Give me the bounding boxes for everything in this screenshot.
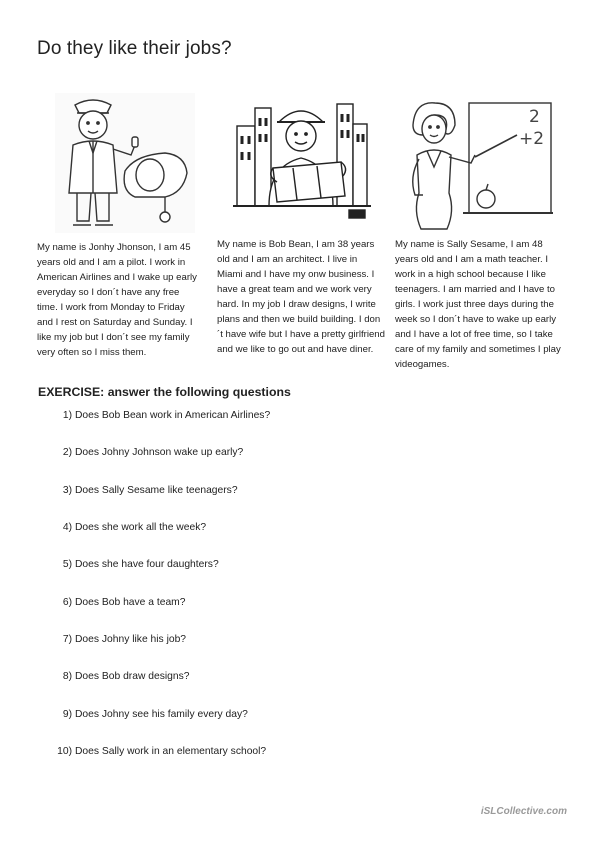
question-text: Does Johny Johnson wake up early? xyxy=(75,447,244,458)
question-text: Does Johny like his job? xyxy=(75,634,187,645)
pilot-illustration xyxy=(55,93,195,233)
bio-sally: My name is Sally Sesame, I am 48 years old and I am a math teacher. I work in a high school because I like teenagers. I am married and I have to girls. I work just three days during the week so I don´t have to wake up early and I have a lot of free time, so I take care of my family and sometimes I play videogames. xyxy=(395,239,561,370)
question-text: Does Bob have a team? xyxy=(75,597,186,608)
question-number: 6) xyxy=(62,597,72,608)
teacher-illustration xyxy=(405,95,553,231)
question-item xyxy=(50,634,186,645)
question-item xyxy=(50,671,189,682)
question-text: Does Sally Sesame like teenagers? xyxy=(75,485,238,496)
question-number: 7) xyxy=(62,634,72,645)
question-text: Does she work all the week? xyxy=(75,522,207,533)
question-number: 1) xyxy=(62,410,72,421)
question-number: 3) xyxy=(62,485,72,496)
question-number: 8) xyxy=(62,671,72,682)
question-number: 5) xyxy=(62,559,72,570)
question-number: 4) xyxy=(62,522,72,533)
board-math-top: 2 xyxy=(529,107,540,127)
question-text: Does Bob Bean work in American Airlines? xyxy=(75,410,271,421)
question-item xyxy=(50,485,238,496)
question-item xyxy=(50,447,243,458)
question-text: Does Sally work in an elementary school? xyxy=(75,746,267,757)
question-item xyxy=(50,709,248,720)
bio-johny: My name is Jonhy Jhonson, I am 45 years old and I am a pilot. I work in American Airlines and I wake up early everyday so I don´t have any free time. I work from Monday to Friday and I rest on Saturday and Sunday. I like my job but I don´t see my family very often so I miss them. xyxy=(37,242,197,358)
question-item xyxy=(50,597,185,608)
board-math-bottom: +2 xyxy=(519,129,545,149)
question-item xyxy=(50,410,270,421)
question-number: 10) xyxy=(57,746,72,757)
bio-bob: My name is Bob Bean, I am 38 years old and I am an architect. I live in Miami and I have my onw business. I have a great team and we work very hard. In my job I draw designs, I write plans and then we build building. I don´t have wife but I have a pretty girlfriend and we like to go out and have diner. xyxy=(217,239,385,355)
question-text: Does Bob draw designs? xyxy=(75,671,190,682)
question-item xyxy=(50,746,266,757)
page-title: Do they like their jobs? xyxy=(37,38,232,59)
architect-illustration xyxy=(233,96,371,230)
question-text: Does she have four daughters? xyxy=(75,559,219,570)
exercise-heading: EXERCISE: answer the following questions xyxy=(38,385,291,399)
question-number: 9) xyxy=(62,709,72,720)
question-number: 2) xyxy=(62,447,72,458)
question-text: Does Johny see his family every day? xyxy=(75,709,248,720)
watermark: iSLCollective.com xyxy=(480,806,567,817)
question-item xyxy=(50,522,206,533)
question-item xyxy=(50,559,219,570)
